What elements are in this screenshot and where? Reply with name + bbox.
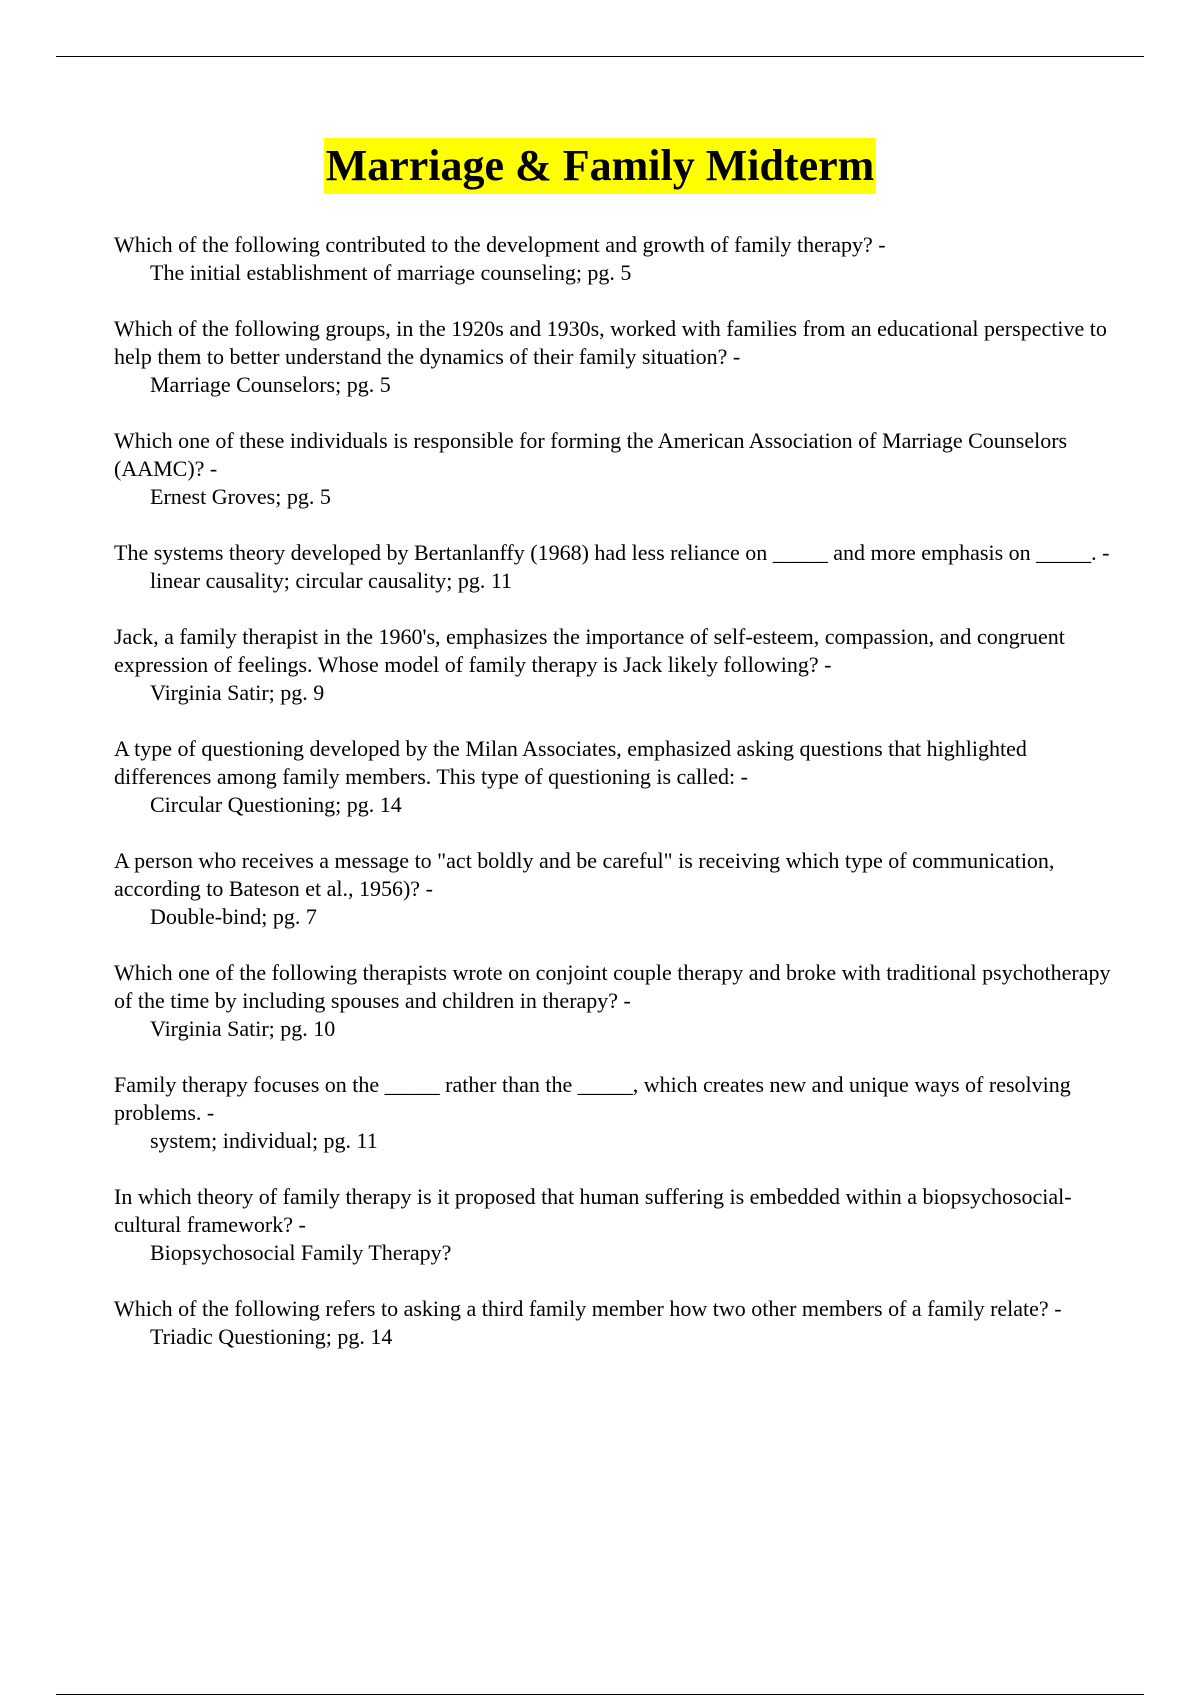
qa-item <box>114 539 1124 595</box>
question-text: Family therapy focuses on the _____ rather than the _____, which creates new and unique ways of resolving problems. - <box>114 1072 1071 1125</box>
question-text: Which one of these individuals is responsible for forming the American Association of Marriage Counselors (AAMC)? - <box>114 428 1068 481</box>
answer-text: Double-bind; pg. 7 <box>150 904 317 929</box>
answer-text: Marriage Counselors; pg. 5 <box>150 372 391 397</box>
qa-item <box>114 1071 1124 1155</box>
page-title: Marriage & Family Midterm <box>324 138 877 194</box>
qa-item <box>114 847 1124 931</box>
answer-text: The initial establishment of marriage counseling; pg. 5 <box>150 260 632 285</box>
question-text: A type of questioning developed by the Milan Associates, emphasized asking questions that highlighted differences among family members. This type of questioning is called: - <box>114 736 1027 789</box>
title-container <box>0 138 1200 194</box>
answer-text: system; individual; pg. 11 <box>150 1128 378 1153</box>
question-text: In which theory of family therapy is it proposed that human suffering is embedded within a biopsychosocial-cultural framework? - <box>114 1184 1072 1237</box>
question-text: Which one of the following therapists wrote on conjoint couple therapy and broke with traditional psychotherapy of the time by including spouses and children in therapy? - <box>114 960 1111 1013</box>
qa-item <box>114 427 1124 511</box>
qa-item <box>114 959 1124 1043</box>
qa-item <box>114 315 1124 399</box>
question-text: Which of the following refers to asking a third family member how two other members of a family relate? - <box>114 1296 1062 1321</box>
qa-item <box>114 623 1124 707</box>
answer-text: Virginia Satir; pg. 9 <box>150 680 325 705</box>
answer-text: Circular Questioning; pg. 14 <box>150 792 402 817</box>
qa-item <box>114 1295 1124 1351</box>
question-text: Jack, a family therapist in the 1960's, emphasizes the importance of self-esteem, compassion, and congruent expression of feelings. Whose model of family therapy is Jack likely following? - <box>114 624 1065 677</box>
bottom-rule <box>56 1694 1144 1695</box>
question-text: The systems theory developed by Bertanlanffy (1968) had less reliance on _____ and more emphasis on _____. - <box>114 540 1110 565</box>
answer-text: linear causality; circular causality; pg. 11 <box>150 568 513 593</box>
qa-item <box>114 735 1124 819</box>
question-text: Which of the following groups, in the 1920s and 1930s, worked with families from an educational perspective to help them to better understand the dynamics of their family situation? - <box>114 316 1107 369</box>
question-list <box>114 231 1124 1379</box>
top-rule <box>56 56 1144 57</box>
qa-item <box>114 1183 1124 1267</box>
answer-text: Triadic Questioning; pg. 14 <box>150 1324 393 1349</box>
answer-text: Virginia Satir; pg. 10 <box>150 1016 336 1041</box>
answer-text: Ernest Groves; pg. 5 <box>150 484 331 509</box>
qa-item <box>114 231 1124 287</box>
question-text: A person who receives a message to "act boldly and be careful" is receiving which type of communication, according to Bateson et al., 1956)? - <box>114 848 1055 901</box>
answer-text: Biopsychosocial Family Therapy? <box>150 1240 452 1265</box>
question-text: Which of the following contributed to the development and growth of family therapy? - <box>114 232 886 257</box>
